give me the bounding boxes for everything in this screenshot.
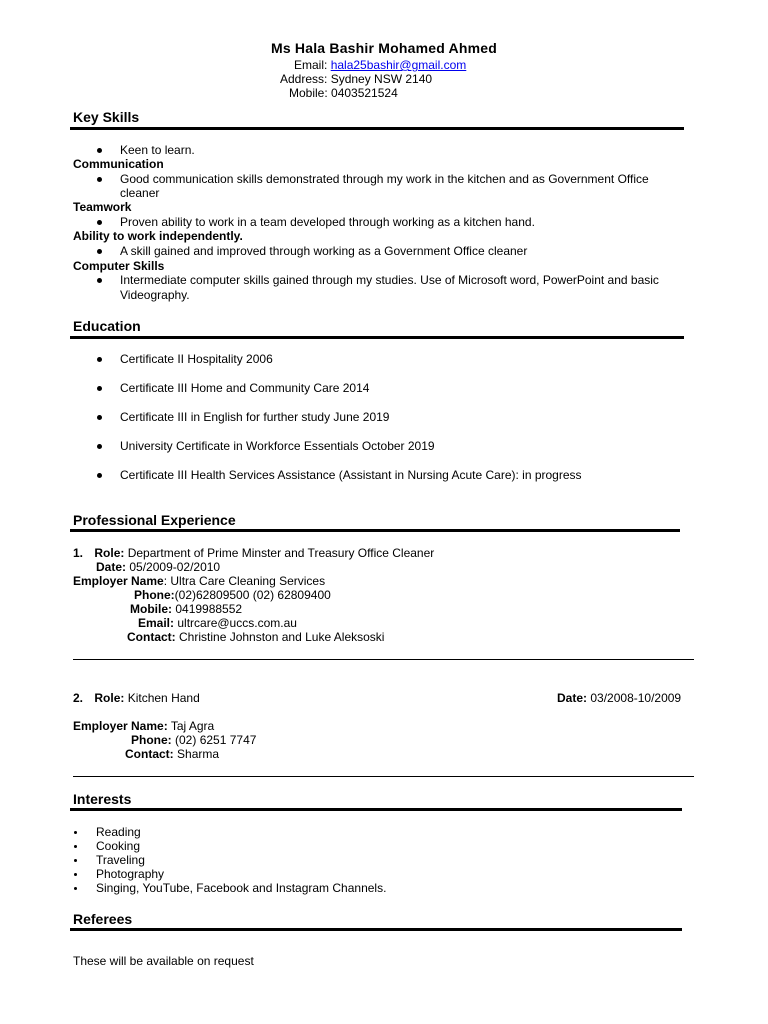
phone-value: (02) 6251 7747 (175, 733, 257, 747)
mobile-label: Mobile: (130, 602, 172, 616)
skill-bullet: Proven ability to work in a team developed through working as a kitchen hand. (120, 215, 535, 229)
job-number: 2. (73, 691, 84, 705)
job-1-email-line (138, 616, 297, 630)
skill-group-title: Ability to work independently. (73, 229, 243, 243)
job-number: 1. (73, 546, 84, 560)
bullet-icon (74, 873, 77, 876)
skill-group-title: Computer Skills (73, 259, 165, 273)
skill-bullet: Good communication skills demonstrated through my work in the kitchen and as Government Office (120, 172, 649, 186)
skill-bullet: A skill gained and improved through working as a Government Office cleaner (120, 244, 528, 258)
bullet-icon (74, 845, 77, 848)
bullet-icon (97, 249, 102, 254)
bullet-icon (97, 177, 102, 182)
job-1-phone-line (134, 588, 331, 602)
contact-value: Christine Johnston and Luke Aleksoski (179, 630, 385, 644)
section-heading-referees: Referees (73, 911, 133, 927)
bullet-icon (97, 473, 102, 478)
bullet-icon (97, 386, 102, 391)
phone-value: (02)62809500 (02) 62809400 (174, 588, 331, 602)
email-link[interactable]: hala25bashir@gmail.com (330, 58, 467, 72)
date-label: Date: (557, 691, 588, 705)
date-value: 03/2008-10/2009 (590, 691, 682, 705)
email-line (294, 58, 466, 72)
skill-bullet: Keen to learn. (120, 143, 195, 157)
section-heading-key-skills: Key Skills (73, 109, 140, 125)
employer-label: Employer Name: (73, 719, 168, 733)
employer-value: Taj Agra (170, 719, 215, 733)
skill-bullet: Videography. (120, 288, 190, 302)
role-label: Role: (94, 546, 125, 560)
job-divider (73, 776, 694, 777)
skill-group-title: Teamwork (73, 200, 132, 214)
job-2-date-line (557, 691, 681, 705)
education-item: Certificate III Home and Community Care 2014 (120, 381, 370, 395)
employer-label: Employer Name (73, 574, 164, 588)
contact-label: Contact: (127, 630, 176, 644)
email-label: Email: (294, 58, 328, 72)
bullet-icon (97, 220, 102, 225)
job-1-contact-line (127, 630, 384, 644)
section-rule (70, 928, 682, 931)
phone-label: Phone: (134, 588, 175, 602)
bullet-icon (74, 831, 77, 834)
email-label: Email: (138, 616, 175, 630)
candidate-name: Ms Hala Bashir Mohamed Ahmed (270, 40, 498, 56)
section-heading-experience: Professional Experience (73, 512, 236, 528)
contact-label: Contact: (125, 747, 174, 761)
bullet-icon (97, 278, 102, 283)
section-heading-education: Education (73, 318, 141, 334)
section-rule (70, 529, 680, 532)
education-item: Certificate II Hospitality 2006 (120, 352, 273, 366)
job-2-contact-line (125, 747, 219, 761)
role-value: Kitchen Hand (127, 691, 200, 705)
interest-item: Singing, YouTube, Facebook and Instagram Channels. (96, 881, 387, 895)
bullet-icon (74, 887, 77, 890)
bullet-icon (97, 415, 102, 420)
job-2-employer-line (73, 719, 214, 733)
interest-item: Traveling (96, 853, 145, 867)
job-1-date-line (96, 560, 220, 574)
interest-item: Photography (96, 867, 165, 881)
skill-bullet: cleaner (120, 186, 160, 200)
employer-value: : Ultra Care Cleaning Services (163, 574, 326, 588)
job-1-mobile-line (130, 602, 242, 616)
interest-item: Cooking (96, 839, 141, 853)
education-item: Certificate III Health Services Assistance (Assistant in Nursing Acute Care): in progress (120, 468, 582, 482)
job-2-phone-line (131, 733, 256, 747)
skill-group-title: Communication (73, 157, 164, 171)
section-rule (70, 808, 682, 811)
email-value: ultrcare@uccs.com.au (177, 616, 297, 630)
bullet-icon (97, 148, 102, 153)
mobile-value: 0419988552 (175, 602, 243, 616)
job-1-role-line (73, 546, 434, 560)
section-rule (70, 336, 684, 339)
education-item: Certificate III in English for further study June 2019 (120, 410, 390, 424)
role-value: Department of Prime Minster and Treasury Office Cleaner (127, 546, 435, 560)
date-value: 05/2009-02/2010 (129, 560, 221, 574)
section-rule (70, 127, 684, 130)
date-label: Date: (96, 560, 127, 574)
phone-label: Phone: (131, 733, 172, 747)
referees-text: These will be available on request (73, 954, 254, 968)
bullet-icon (97, 444, 102, 449)
interest-item: Reading (96, 825, 141, 839)
bullet-icon (97, 357, 102, 362)
skill-bullet: Intermediate computer skills gained through my studies. Use of Microsoft word, PowerPoint and basic (120, 273, 659, 287)
mobile-line: Mobile: 0403521524 (289, 86, 398, 100)
section-heading-interests: Interests (73, 791, 132, 807)
bullet-icon (74, 859, 77, 862)
job-2-role-line (73, 691, 200, 705)
role-label: Role: (94, 691, 125, 705)
education-item: University Certificate in Workforce Essentials October 2019 (120, 439, 435, 453)
address-line: Address: Sydney NSW 2140 (280, 72, 433, 86)
job-1-employer-line (73, 574, 325, 588)
job-divider (73, 659, 694, 660)
contact-value: Sharma (177, 747, 220, 761)
